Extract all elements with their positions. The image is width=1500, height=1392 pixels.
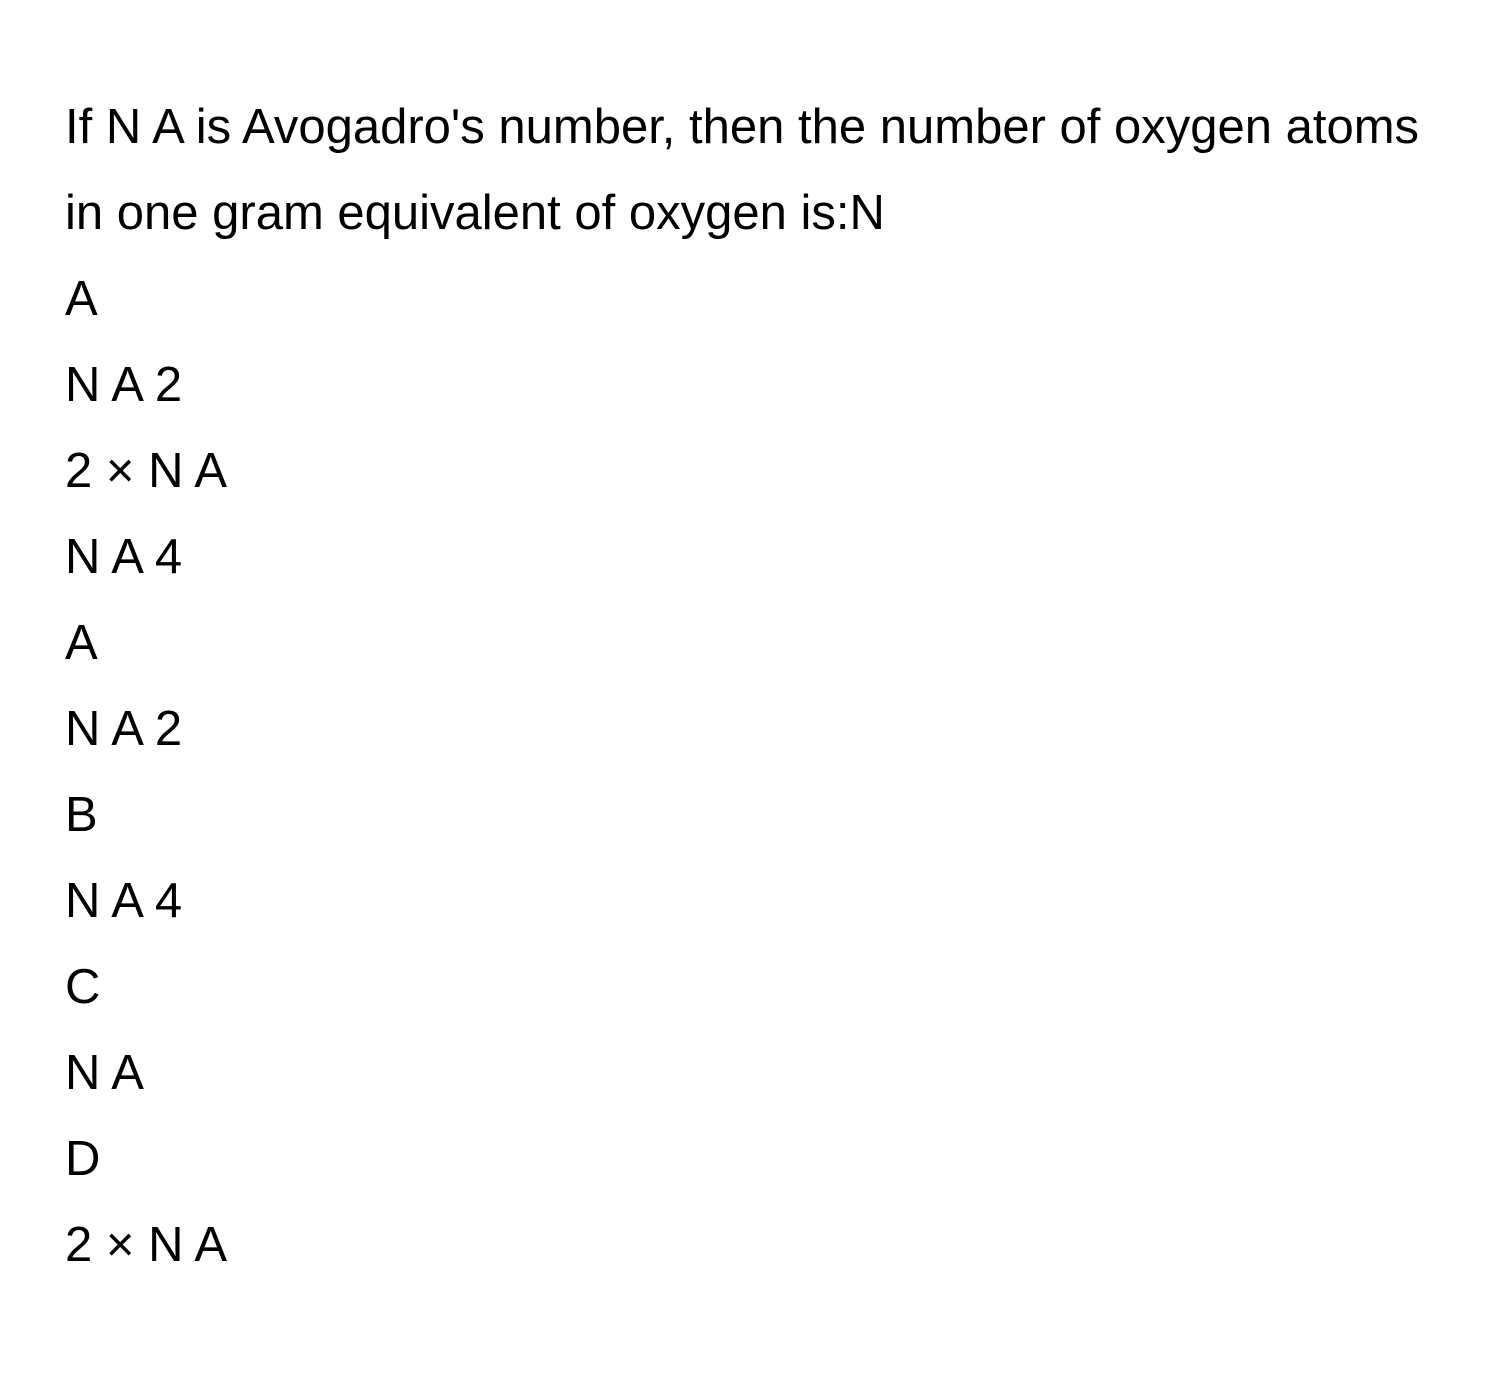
question-document: [65, 84, 1445, 1288]
text-line: N A 2: [65, 358, 183, 412]
option-label-a: A: [65, 616, 98, 670]
text-line: N A 4: [65, 530, 183, 584]
option-value-a: N A 2: [65, 702, 183, 756]
question-text: If N A is Avogadro's number, then the number of oxygen atoms in one gram equivalent of oxygen is:N: [65, 100, 1420, 240]
option-value-b: N A 4: [65, 874, 183, 928]
option-value-d: 2 × N A: [65, 1218, 228, 1272]
option-label-c: C: [65, 960, 101, 1014]
option-label-b: B: [65, 788, 98, 842]
option-value-c: N A: [65, 1046, 144, 1100]
text-line: 2 × N A: [65, 444, 228, 498]
option-label-d: D: [65, 1132, 101, 1186]
text-line: A: [65, 272, 98, 326]
